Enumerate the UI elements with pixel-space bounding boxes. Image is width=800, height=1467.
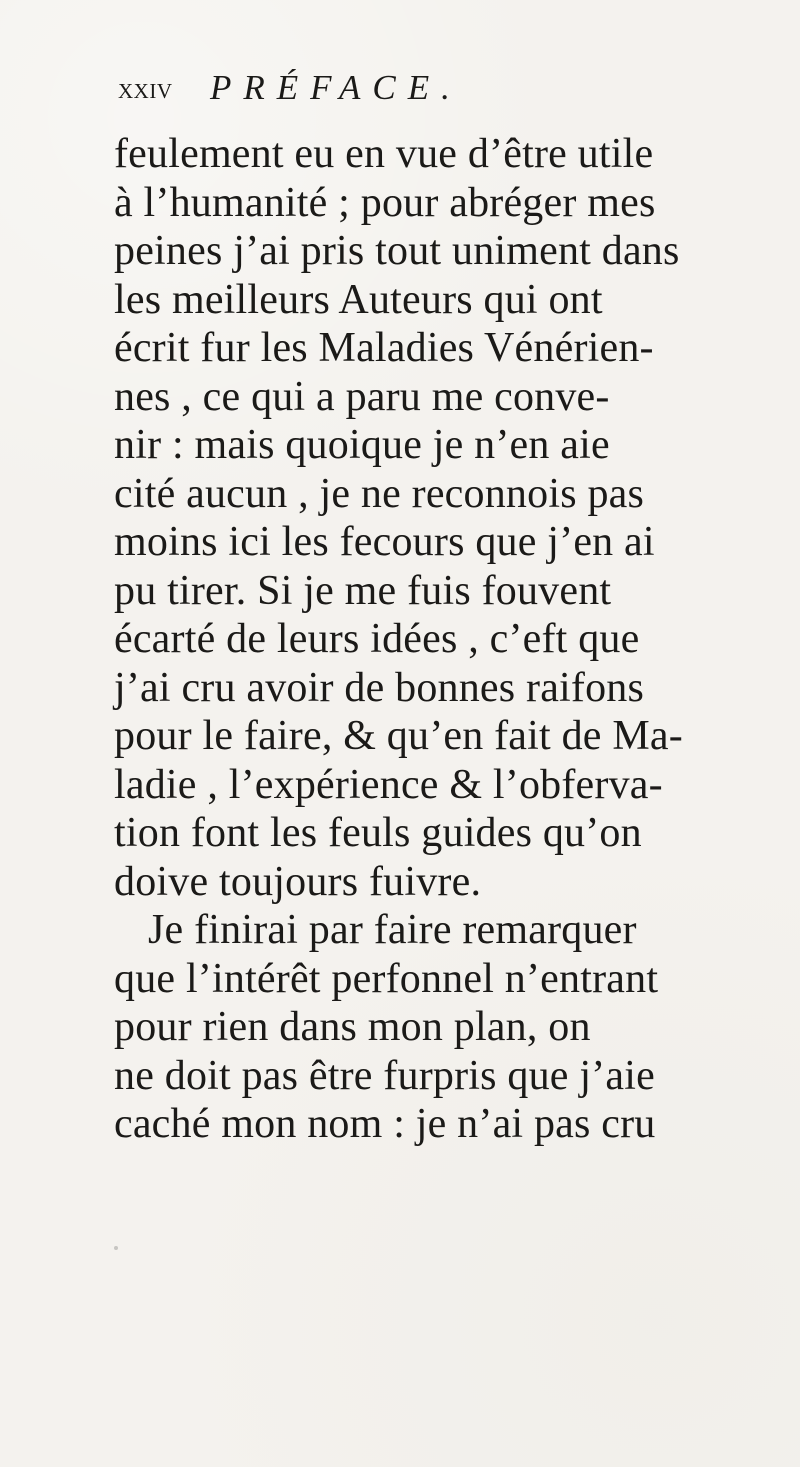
text-line: ne doit pas être furpris que j’aie (114, 1052, 655, 1099)
text-line: pour rien dans mon plan, on (114, 1004, 591, 1050)
text-line: à l’humanité ; pour abréger mes (114, 179, 656, 226)
text-line: j’ai cru avoir de bonnes raifons (114, 664, 645, 711)
text-line: nir : mais quoique je n’en aie (114, 422, 610, 468)
text-line: moins ici les fecours que j’en ai (114, 519, 655, 565)
text-line: pu tirer. Si je me fuis fouvent (114, 567, 612, 614)
text-line: cité aucun , je ne reconnois pas (114, 470, 645, 517)
text-line: que l’intérêt perfonnel n’entrant (114, 955, 659, 1002)
running-title: PRÉFACE. (210, 68, 462, 107)
paragraph-start-line: Je finirai par faire remarquer (148, 907, 637, 953)
text-line: les meilleurs Auteurs qui ont (114, 276, 603, 323)
text-line: doive toujours fuivre. (114, 858, 482, 905)
text-line: nes , ce qui a paru me conve- (114, 373, 610, 420)
text-line: ladie , l’expérience & l’obferva- (114, 761, 663, 808)
page-number: xxiv (118, 72, 173, 105)
page-header (118, 68, 638, 118)
text-line: tion font les feuls guides qu’on (114, 810, 642, 856)
text-line: écarté de leurs idées , c’eft que (114, 616, 640, 662)
text-line: écrit fur les Maladies Vénérien- (114, 325, 654, 371)
text-line: feulement eu en vue d’être utile (114, 131, 654, 177)
page-speck (114, 1246, 118, 1250)
text-line: caché mon nom : je n’ai pas cru (114, 1101, 656, 1147)
text-line: peines j’ai pris tout uniment dans (114, 228, 680, 274)
body-text (114, 130, 754, 1149)
text-line: pour le faire, & qu’en fait de Ma- (114, 713, 683, 759)
